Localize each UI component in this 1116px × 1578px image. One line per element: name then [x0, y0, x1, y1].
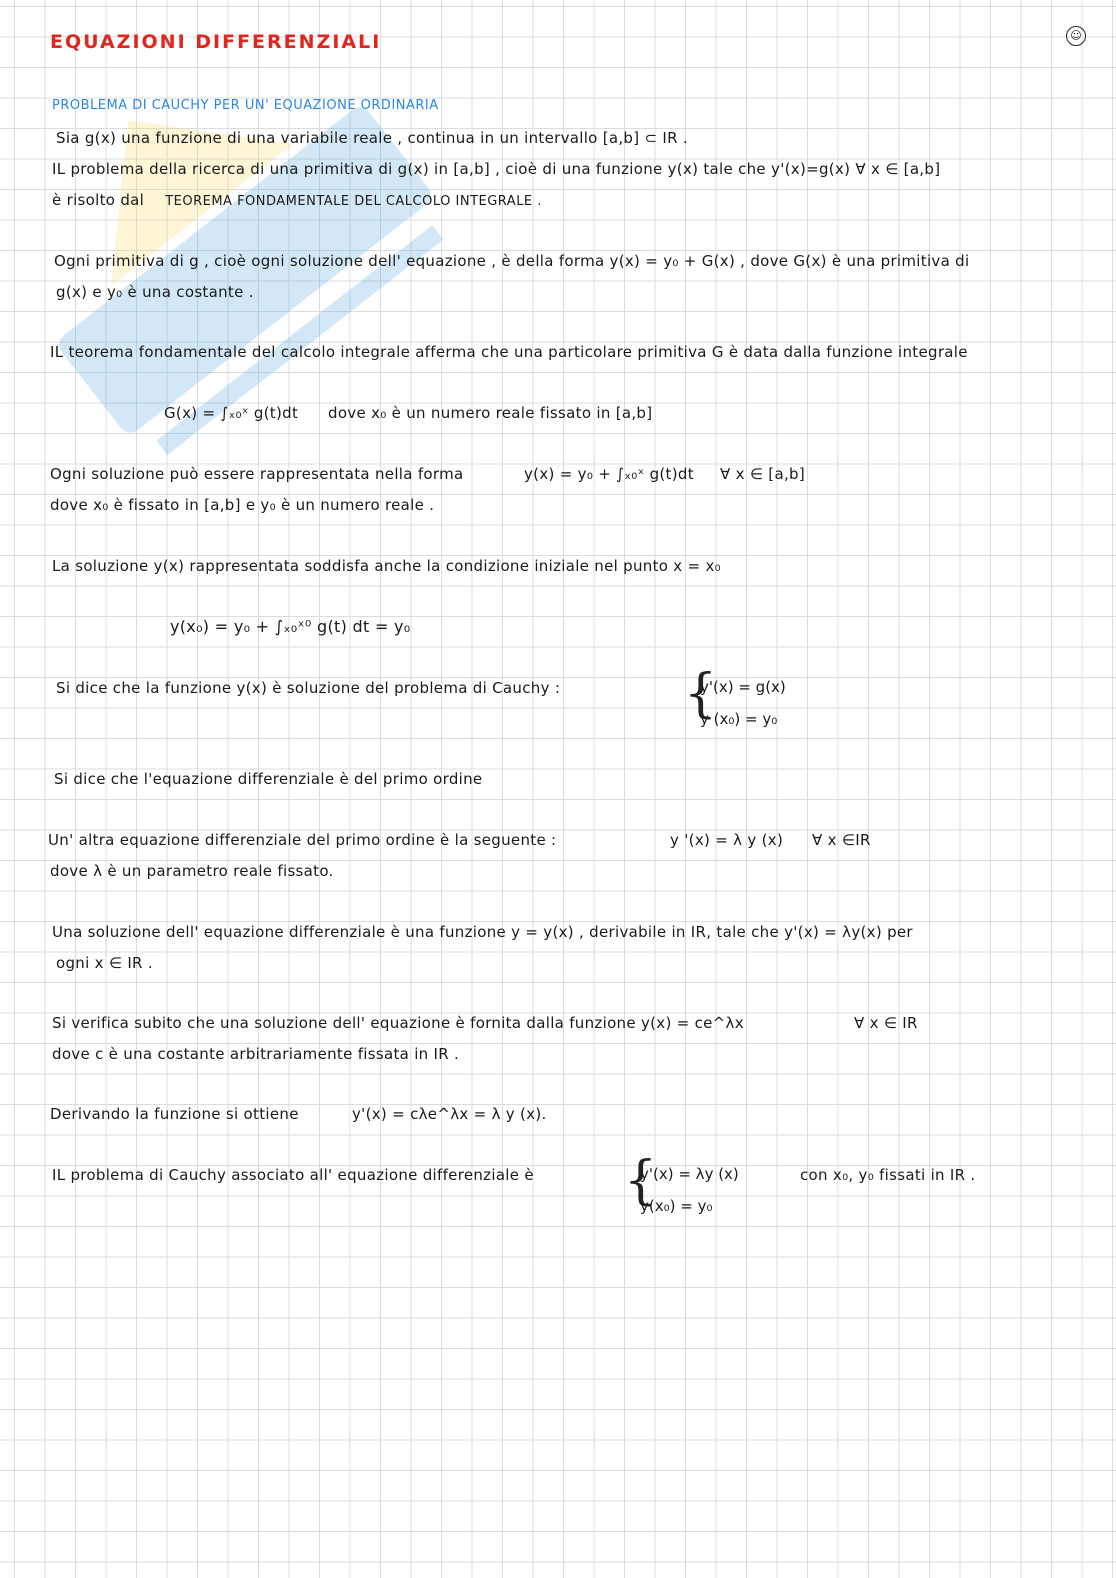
formula: y(x) = y₀ + ∫ₓ₀ˣ g(t)dt — [524, 465, 694, 483]
text-line: Sia g(x) una funzione di una variabile reale , continua in un intervallo [a,b] ⊂ IR . — [56, 129, 688, 147]
formula: y(x₀) = y₀ + ∫ₓ₀ˣ⁰ g(t) dt = y₀ — [170, 617, 411, 636]
condition: ∀ x ∈ IR — [854, 1014, 918, 1032]
text-line — [52, 190, 542, 212]
cauchy-system — [624, 1151, 774, 1215]
system-row: y'(x) = λy (x) — [640, 1165, 739, 1183]
theorem-name: TEOREMA FONDAMENTALE DEL CALCOLO INTEGRALE . — [165, 194, 542, 209]
formula: y'(x) = cλe^λx = λ y (x). — [352, 1105, 547, 1123]
system-row: y'(x) = g(x) — [700, 678, 786, 696]
brace-icon: { — [684, 664, 718, 724]
text-line: IL problema di Cauchy associato all' equazione differenziale è — [52, 1166, 534, 1184]
system-row: y(x₀) = y₀ — [640, 1197, 713, 1215]
text-line: ogni x ∈ IR . — [56, 954, 153, 972]
text-line: Ogni soluzione può essere rappresentata nella forma — [50, 465, 464, 483]
text-line: dove x₀ è fissato in [a,b] e y₀ è un numero reale . — [50, 496, 435, 514]
system-row: y (x₀) = y₀ — [700, 710, 778, 728]
text-line: Una soluzione dell' equazione differenziale è una funzione y = y(x) , derivabile in IR, tale che y'(x) = λy(x) per — [52, 923, 913, 941]
text-fragment: è risolto dal — [52, 191, 145, 209]
text-line: dove x₀ è un numero reale fissato in [a,b] — [328, 404, 653, 422]
text-line: Si dice che l'equazione differenziale è del primo ordine — [54, 770, 483, 788]
text-line: dove c è una costante arbitrariamente fissata in IR . — [52, 1045, 460, 1063]
section-subtitle: PROBLEMA DI CAUCHY PER UN' EQUAZIONE ORDINARIA — [52, 98, 439, 113]
text-line: Si dice che la funzione y(x) è soluzione del problema di Cauchy : — [56, 679, 561, 697]
text-line: Ogni primitiva di g , cioè ogni soluzione dell' equazione , è della forma y(x) = y₀ + G(x) , dove G(x) è una primitiva di — [54, 252, 970, 270]
smiley-icon: ☺ — [1066, 26, 1086, 46]
text-line: Derivando la funzione si ottiene — [50, 1105, 299, 1123]
condition: ∀ x ∈IR — [812, 831, 871, 849]
page-title: EQUAZIONI DIFFERENZIALI — [50, 31, 382, 53]
formula: G(x) = ∫ₓ₀ˣ g(t)dt — [164, 404, 299, 422]
brace-icon: { — [624, 1151, 658, 1211]
condition: con x₀, y₀ fissati in IR . — [800, 1166, 976, 1184]
text-line: Si verifica subito che una soluzione dell' equazione è fornita dalla funzione y(x) = ce^λx — [52, 1014, 744, 1032]
cauchy-system — [684, 664, 814, 728]
text-line: dove λ è un parametro reale fissato. — [50, 862, 334, 880]
text-line: g(x) e y₀ è una costante . — [56, 283, 254, 301]
text-line: IL teorema fondamentale del calcolo integrale afferma che una particolare primitiva G è data dalla funzione integrale — [50, 343, 968, 361]
text-line: IL problema della ricerca di una primitiva di g(x) in [a,b] , cioè di una funzione y(x) tale che y'(x)=g(x) ∀ x ∈ [a,b] — [52, 160, 941, 178]
formula: y '(x) = λ y (x) — [670, 831, 784, 849]
text-line: La soluzione y(x) rappresentata soddisfa anche la condizione iniziale nel punto x = x₀ — [52, 557, 721, 575]
condition: ∀ x ∈ [a,b] — [720, 465, 805, 483]
text-line: Un' altra equazione differenziale del primo ordine è la seguente : — [48, 831, 557, 849]
